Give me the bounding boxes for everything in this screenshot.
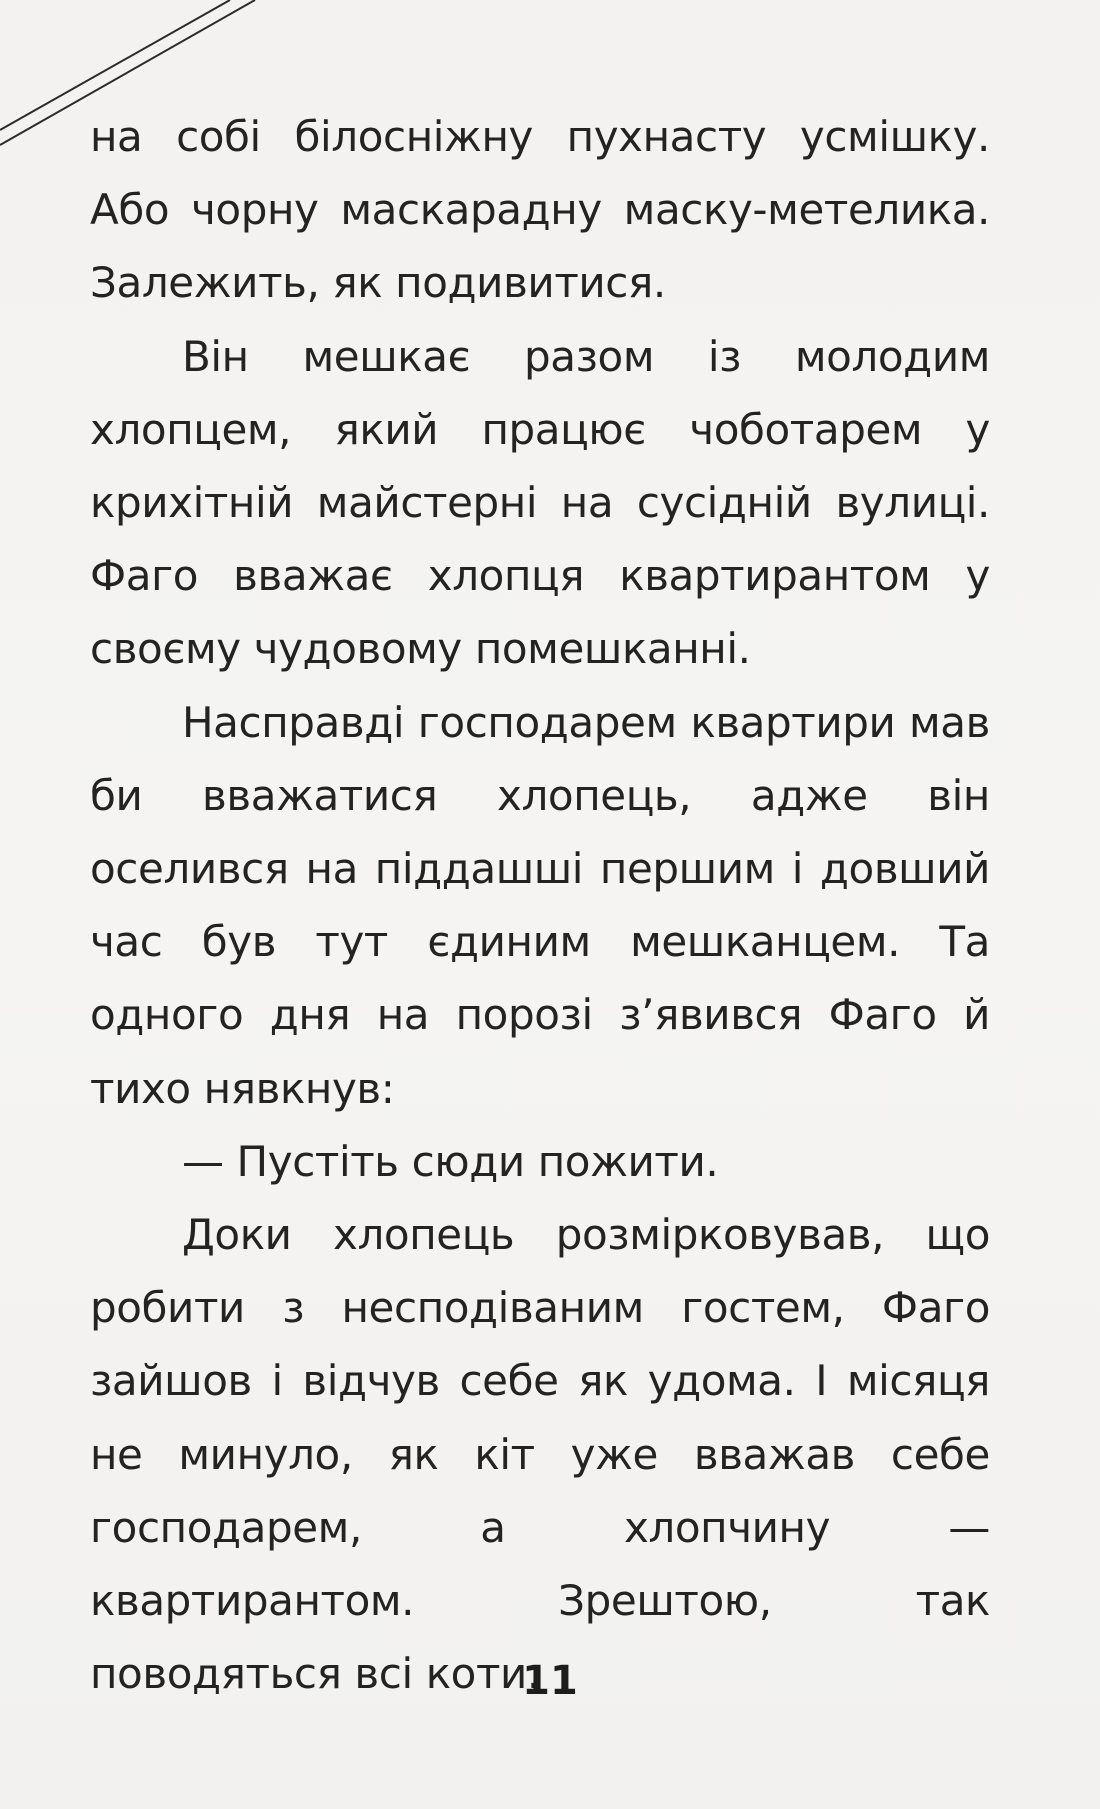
paragraph-2: Він мешкає разом із молодим хлопцем, який працює чоботарем у крихітній майстерні на сусідній вулиці. Фаго вважає хлопця квартирантом у своєму чудовому помешканні. bbox=[90, 331, 990, 674]
paragraph-1: на собі білосніжну пухнасту усмішку. Або чорну маскарадну маску-метелика. Залежить, як подивитися. bbox=[90, 112, 990, 308]
paragraph-3: Насправді господарем квартири мав би вважатися хлопець, адже він оселився на піддашші першим і довший час був тут єдиним мешканцем. Та одного дня на порозі з’явився Фаго й тихо нявкнув: bbox=[90, 697, 990, 1113]
page-number: 11 bbox=[522, 1658, 578, 1704]
paragraph-5: Доки хлопець розмірковував, що робити з несподіваним гостем, Фаго зайшов і відчув себе як удома. І місяця не минуло, як кіт уже вважав себе господарем, а хлопчину — квартирантом. Зрештою, так поводяться всі коти. bbox=[90, 1210, 990, 1699]
paragraph-4-dialogue: — Пустіть сюди пожити. bbox=[182, 1136, 719, 1186]
page-text bbox=[90, 100, 990, 1710]
